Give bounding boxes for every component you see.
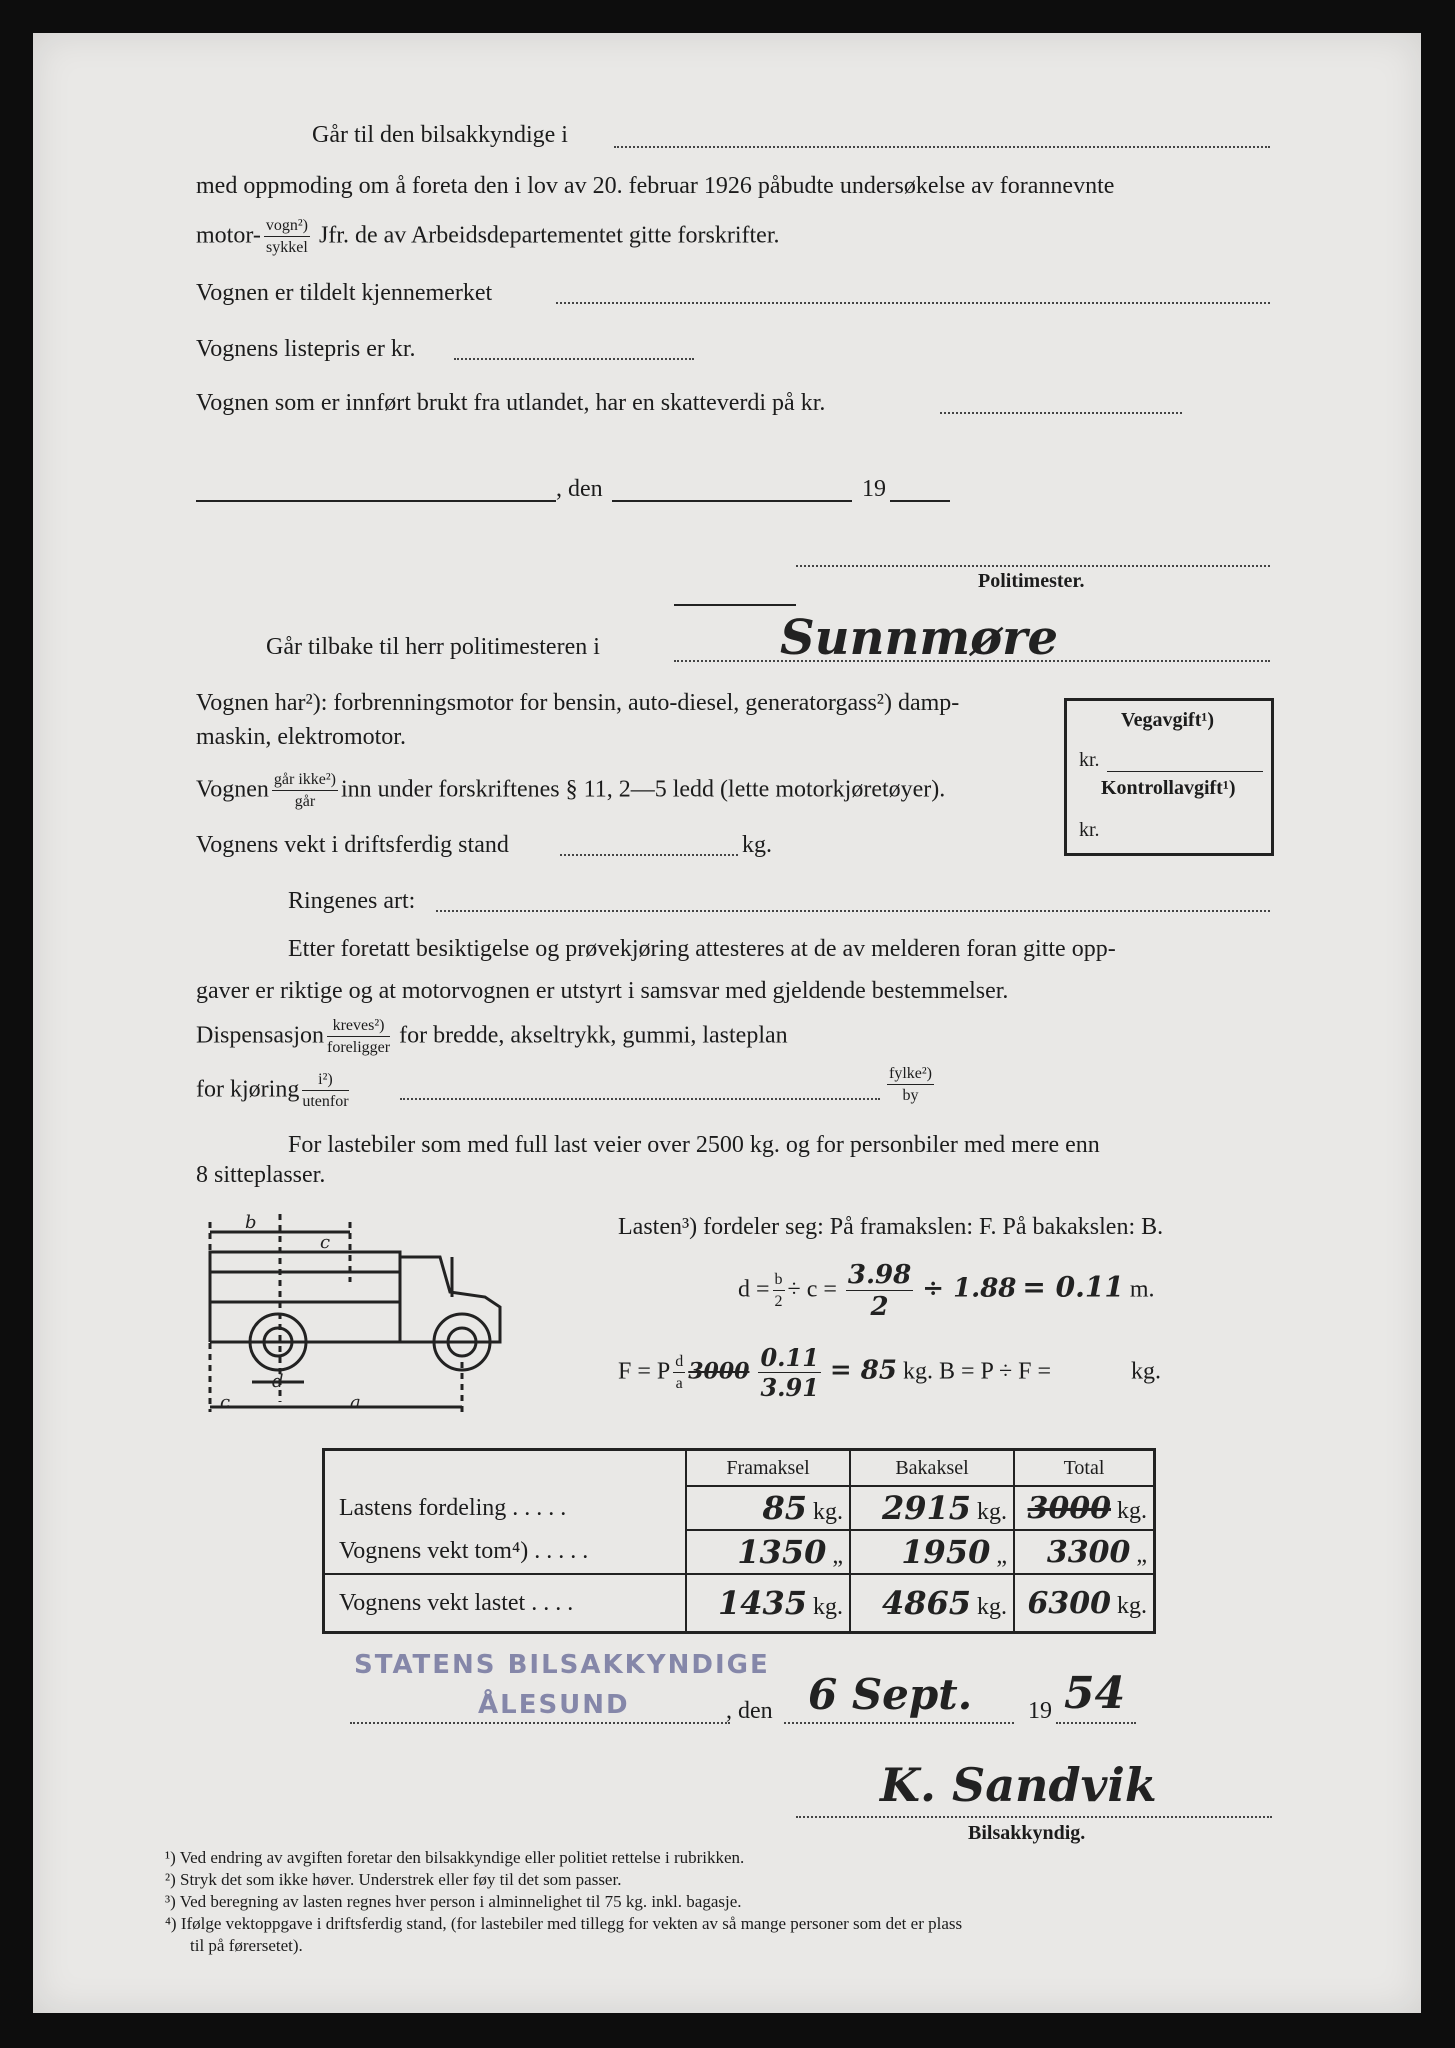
road-tax-kr: kr. [1079, 749, 1100, 771]
svg-text:c: c [220, 1392, 231, 1413]
light-vehicle-line [196, 772, 945, 810]
row-label-loaded: Vognens vekt lastet . . . . [324, 1574, 687, 1633]
tax-value-field[interactable] [940, 412, 1182, 414]
section-divider [674, 604, 796, 606]
minus-c: ÷ c = [787, 1276, 837, 1303]
footnote-4-continued: til på førersetet). [190, 1936, 303, 1955]
police-signature-line[interactable] [796, 565, 1270, 567]
registration-field[interactable] [556, 302, 1270, 304]
forskrift-text: inn under forskriftenes § 11, 2—5 ledd (lette motorkjøretøyer). [341, 776, 946, 803]
dispensation-label: Dispensasjon [196, 1022, 324, 1049]
vognen-label: Vognen [196, 776, 269, 803]
destination-label: Går til den bilsakkyndige i [312, 122, 568, 148]
date-line[interactable] [612, 500, 852, 502]
table-row [324, 1486, 1155, 1530]
gaar-fraction: $\frac{\text{går ikke²)}}{\text{går}}$ [273, 771, 336, 810]
cell-loaded-rear[interactable]: 4865 kg. [850, 1574, 1014, 1633]
b-formula: kg. B = P ÷ F = [902, 1358, 1052, 1385]
hw-ratio-fraction: $\frac{0.11}{3.91}$ [760, 1343, 819, 1402]
control-fee-kr: kr. [1079, 819, 1100, 841]
cell-empty-front[interactable]: 1350 „ [686, 1530, 850, 1574]
dispensation-line [196, 1018, 788, 1056]
svg-text:b: b [245, 1212, 257, 1233]
hw-front-result: = 85 [829, 1355, 897, 1386]
d-prefix: d = [738, 1276, 770, 1303]
weight-label: Vognens vekt i driftsferdig stand [196, 832, 509, 858]
inspector-title: Bilsakkyndig. [968, 1822, 1086, 1844]
tax-value-label: Vognen som er innført brukt fra utlandet, har en skatteverdi på kr. [196, 390, 826, 416]
row-label-load: Lastens fordeling . . . . . [324, 1486, 687, 1530]
year-label: 19 [862, 476, 886, 502]
handwritten-year: 54 [1064, 1668, 1126, 1719]
regulation-text: Jfr. de av Arbeidsdepartementet gitte forskrifter. [318, 222, 780, 249]
place-line[interactable] [196, 500, 556, 502]
attestation-line1: Etter foretatt besiktigelse og prøvekjøring attesteres at de av melderen foran gitte opp- [288, 936, 1116, 962]
hw-load-value: 3000 [688, 1358, 750, 1385]
driving-fraction: $\frac{\text{i²)}}{\text{utenfor}}$ [302, 1071, 349, 1110]
date-den-label: , den [556, 476, 603, 502]
dispensation-scope: for bredde, akseltrykk, gummi, lasteplan [399, 1022, 788, 1049]
d-over-a-fraction: $\frac{d}{a}$ [675, 1353, 684, 1392]
cell-loaded-front[interactable]: 1435 kg. [686, 1574, 850, 1633]
table-row [324, 1574, 1155, 1633]
sign-date-label: , den [726, 1698, 773, 1724]
return-label: Går tilbake til herr politimesteren i [266, 634, 600, 660]
county-fraction: $\frac{\text{fylke²)}}{by}$ [889, 1065, 932, 1104]
road-tax-field[interactable] [1107, 771, 1263, 772]
fee-box [1064, 698, 1274, 856]
svg-text:a: a [350, 1392, 361, 1413]
row-label-empty: Vognens vekt tom⁴) . . . . . [324, 1530, 687, 1574]
b-half-fraction: $\frac{b}{2}$ [774, 1271, 783, 1310]
police-title: Politimester. [978, 570, 1085, 592]
stamp-place-line[interactable] [350, 1722, 730, 1724]
tyres-label: Ringenes art: [288, 888, 416, 914]
driving-line [196, 1072, 352, 1110]
tyres-field[interactable] [436, 910, 1270, 912]
footnote-4: ⁴) Ifølge vektoppgave i driftsferdig stand, (for lastebiler med tillegg for vekten av så mange personer som det er plass [165, 1914, 963, 1933]
hw-d-fraction: $\frac{3.98}{2}$ [847, 1260, 912, 1322]
d-formula [738, 1262, 1154, 1320]
weight-unit: kg. [742, 832, 772, 858]
cell-empty-rear[interactable]: 1950 „ [850, 1530, 1014, 1574]
control-fee-label: Kontrollavgift¹) [1101, 777, 1236, 799]
office-stamp-line2: ÅLESUND [478, 1690, 630, 1720]
handwritten-date: 6 Sept. [808, 1670, 973, 1719]
truck-diagram [200, 1212, 580, 1422]
motor-prefix: motor- [196, 222, 261, 249]
truck-note-line1: For lastebiler som med full last veier over 2500 kg. og for personbiler med mere enn [288, 1132, 1100, 1158]
year-line[interactable] [890, 500, 950, 502]
table-header-row [324, 1450, 1155, 1487]
sign-year-field[interactable] [1056, 1722, 1136, 1724]
registration-label: Vognen er tildelt kjennemerket [196, 280, 493, 306]
dispensation-fraction: $\frac{\text{kreves²)}}{\text{foreligger}}$ [327, 1017, 391, 1056]
motor-type-line1: Vognen har²): forbrenningsmotor for bensin, auto-diesel, generatorgass²) damp- [196, 690, 960, 716]
col-total: Total [1014, 1450, 1155, 1487]
hw-minus-value: ÷ 1.88 [922, 1273, 1017, 1304]
footnote-1: ¹) Ved endring av avgiften foretar den bilsakkyndige eller politiet rettelse i rubrikken. [165, 1848, 745, 1867]
list-price-field[interactable] [454, 358, 694, 360]
road-tax-label: Vegavgift¹) [1121, 709, 1215, 731]
sign-year-prefix: 19 [1028, 1698, 1052, 1724]
list-price-label: Vognens listepris er kr. [196, 336, 416, 362]
sign-date-field[interactable] [784, 1722, 1014, 1724]
f-prefix: F = P [618, 1358, 671, 1385]
request-text: med oppmoding om å foreta den i lov av 20. februar 1926 påbudte undersøkelse av forannevnte [196, 173, 1115, 199]
destination-field[interactable] [614, 146, 1270, 148]
col-rear-axle: Bakaksel [850, 1450, 1014, 1487]
vehicle-type-fraction: $\frac{\text{vogn²)}}{\text{sykkel}}$ [265, 217, 308, 256]
attestation-line2: gaver er riktige og at motorvognen er utstyrt i samsvar med gjeldende bestemmelser. [196, 978, 1009, 1004]
hw-d-result: = 0.11 [1022, 1270, 1124, 1304]
weight-field[interactable] [560, 854, 738, 856]
cell-loaded-total[interactable]: 6300 kg. [1014, 1574, 1155, 1633]
kg-unit: kg. [1131, 1358, 1162, 1385]
meter-unit: m. [1129, 1276, 1155, 1303]
truck-note-line2: 8 sitteplasser. [196, 1162, 326, 1188]
vehicle-type-line [196, 218, 779, 256]
col-front-axle: Framaksel [686, 1450, 850, 1487]
load-distribution-text: Lasten³) fordeler seg: På framakslen: F. På bakakslen: B. [618, 1214, 1164, 1240]
weight-distribution-table [322, 1448, 1156, 1634]
handwritten-district: Sunnmøre [780, 610, 1058, 666]
driving-label: for kjøring [196, 1076, 300, 1103]
cell-empty-total[interactable]: 3300 „ [1014, 1530, 1155, 1574]
footnote-2: ²) Stryk det som ikke høver. Understrek eller føy til det som passer. [165, 1870, 622, 1889]
f-formula [618, 1343, 1162, 1402]
office-stamp-line1: STATENS BILSAKKYNDIGE [354, 1650, 770, 1680]
footnote-3: ³) Ved beregning av lasten regnes hver person i alminnelighet til 75 kg. inkl. bagasje. [165, 1892, 742, 1911]
handwritten-signature: K. Sandvik [880, 1758, 1157, 1812]
driving-area-field[interactable] [400, 1098, 880, 1100]
table-row [324, 1530, 1155, 1574]
cell-load-front[interactable]: 85 kg. [686, 1486, 850, 1530]
svg-text:c: c [320, 1232, 331, 1253]
svg-text:d: d [272, 1371, 284, 1392]
cell-load-rear[interactable]: 2915 kg. [850, 1486, 1014, 1530]
county-fraction-wrap [884, 1066, 937, 1104]
cell-load-total[interactable]: 3000 kg. [1014, 1486, 1155, 1530]
motor-type-line2: maskin, elektromotor. [196, 724, 406, 750]
inspector-signature-line[interactable] [796, 1816, 1272, 1818]
